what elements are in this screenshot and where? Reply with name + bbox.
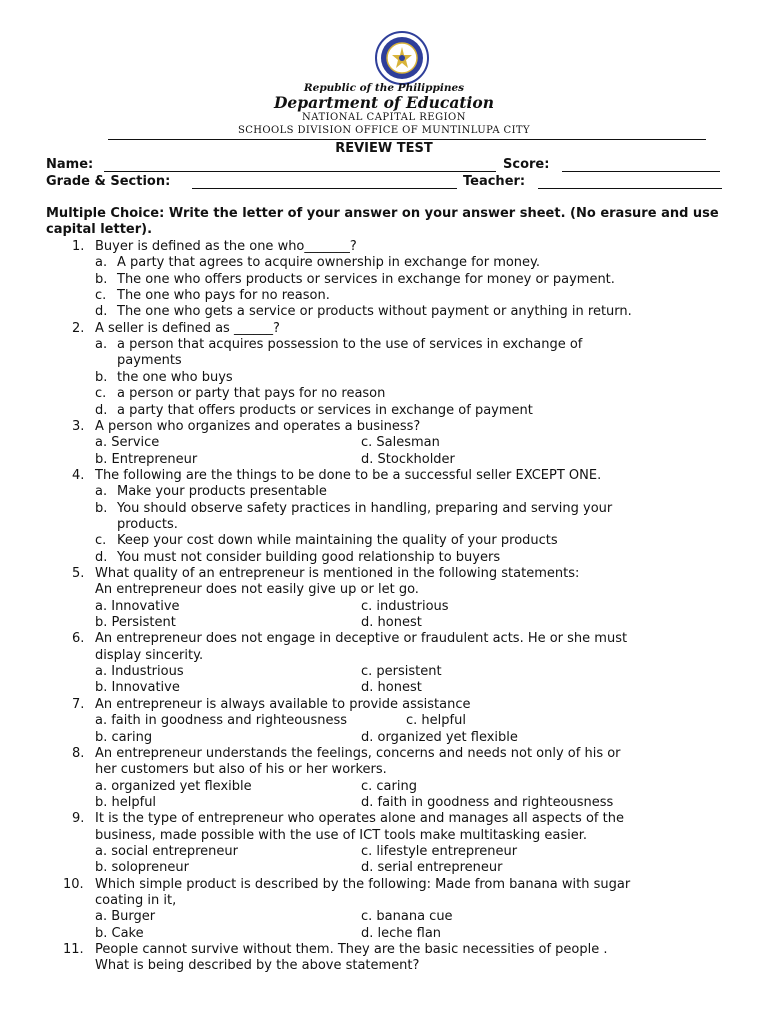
question-8-number: 8. [72, 745, 85, 761]
question-4-option-text: products. [117, 516, 178, 532]
question-10-choice: b. Cake [95, 925, 144, 941]
question-10-number: 10. [63, 876, 84, 892]
question-2-option-letter: b. [95, 369, 108, 385]
question-4-option-letter: b. [95, 500, 108, 516]
name-field[interactable] [104, 171, 496, 172]
question-2-option-letter: a. [95, 337, 108, 353]
question-5-text: What quality of an entrepreneur is mentioned in the following statements: [95, 566, 580, 581]
grade-section-label: Grade & Section: [46, 174, 171, 189]
question-9-choice: b. solopreneur [95, 860, 189, 876]
question-4-option-text: Keep your cost down while maintaining the quality of your products [117, 533, 558, 549]
question-4-number: 4. [72, 467, 85, 483]
question-2-option-letter: c. [95, 386, 107, 402]
instructions: Multiple Choice: Write the letter of your answer on your answer sheet. (No erasure and use capital letter). [46, 206, 719, 238]
header-divider [108, 139, 706, 140]
question-11-text: What is being described by the above statement? [95, 958, 420, 974]
question-11-text: People cannot survive without them. They are the basic necessities of people . [95, 942, 608, 958]
question-1-option-text: A party that agrees to acquire ownership in exchange for money. [117, 255, 541, 271]
grade-teacher-row [0, 174, 768, 192]
question-9-choice: a. social entrepreneur [95, 843, 238, 859]
question-2-option-text: a person that acquires possession to the use of services in exchange of [117, 337, 583, 353]
question-1-option-text: The one who gets a service or products without payment or anything in return. [117, 304, 632, 320]
question-4-option-text: You should observe safety practices in handling, preparing and serving your [117, 500, 613, 516]
question-5-choice: d. honest [361, 615, 422, 631]
question-4-text: The following are the things to be done to be a successful seller EXCEPT ONE. [95, 467, 602, 483]
test-title: REVIEW TEST [335, 141, 433, 156]
question-4-option-text: Make your products presentable [117, 484, 327, 500]
question-9-choice: d. serial entrepreneur [361, 860, 503, 876]
question-7-choice: a. faith in goodness and righteousness [95, 713, 348, 729]
question-8-choice: d. faith in goodness and righteousness [361, 794, 614, 810]
question-6-text: An entrepreneur does not engage in deceptive or fraudulent acts. He or she must [95, 631, 628, 647]
question-9-text: business, made possible with the use of ICT tools make multitasking easier. [95, 827, 588, 843]
question-10-text: coating in it, [95, 893, 177, 908]
score-field[interactable] [562, 171, 720, 172]
question-2-option-text: a person or party that pays for no reason [117, 386, 386, 402]
question-4-option-letter: c. [95, 533, 107, 549]
region-heading: NATIONAL CAPITAL REGION [302, 112, 466, 123]
question-10-text: Which simple product is described by the following: Made from banana with sugar [95, 876, 631, 892]
question-4-option-text: You must not consider building good relationship to buyers [117, 549, 501, 565]
question-7-choice: d. organized yet flexible [361, 729, 518, 745]
question-5-choice: c. industrious [361, 598, 449, 614]
question-2-text: A seller is defined as ______? [95, 320, 280, 336]
question-9-number: 9. [72, 811, 85, 827]
republic-heading: Republic of the Philippines [303, 82, 465, 94]
question-1-option-letter: c. [95, 288, 107, 304]
question-5-number: 5. [72, 566, 85, 581]
question-6-number: 6. [72, 631, 85, 647]
question-6-choice: a. Industrious [95, 664, 184, 680]
question-10-choice: c. banana cue [361, 909, 453, 925]
question-1-option-letter: a. [95, 255, 108, 271]
question-2-option-text: payments [117, 353, 182, 369]
department-heading: Department of Education [273, 93, 495, 112]
question-1-option-text: The one who offers products or services in exchange for money or payment. [117, 271, 615, 287]
deped-seal-logo [366, 30, 438, 86]
name-label: Name: [46, 157, 94, 172]
question-4-option-letter: d. [95, 549, 108, 565]
question-8-choice: b. helpful [95, 794, 157, 810]
question-7-choice: b. caring [95, 729, 153, 745]
question-1-option-text: The one who pays for no reason. [117, 288, 330, 304]
question-2-option-text: the one who buys [117, 369, 233, 385]
question-2-option-text: a party that offers products or services in exchange of payment [117, 402, 533, 418]
question-5-choice: a. Innovative [95, 598, 180, 614]
question-3-choice: b. Entrepreneur [95, 451, 198, 467]
question-1-text: Buyer is defined as the one who_______? [95, 239, 357, 254]
question-10-choice: a. Burger [95, 909, 156, 925]
question-7-choice: c. helpful [406, 713, 466, 729]
grade-section-field[interactable] [192, 188, 457, 189]
question-6-choice: c. persistent [361, 664, 442, 680]
question-9-choice: c. lifestyle entrepreneur [361, 843, 518, 859]
question-6-choice: b. Innovative [95, 680, 180, 696]
question-2-number: 2. [72, 320, 85, 336]
question-8-choice: a. organized yet flexible [95, 778, 252, 794]
question-8-choice: c. caring [361, 778, 417, 794]
question-1-option-letter: d. [95, 304, 108, 320]
question-4-option-letter: a. [95, 484, 108, 500]
question-7-number: 7. [72, 696, 85, 712]
question-10-choice: d. leche flan [361, 925, 442, 941]
question-2-option-letter: d. [95, 402, 108, 418]
question-7-text: An entrepreneur is always available to provide assistance [95, 696, 471, 712]
teacher-label: Teacher: [463, 174, 526, 189]
question-1-option-letter: b. [95, 271, 108, 287]
question-6-text: display sincerity. [95, 647, 204, 663]
name-score-row [0, 157, 768, 175]
question-8-text: her customers but also of his or her workers. [95, 762, 387, 778]
question-3-choice: d. Stockholder [361, 451, 455, 467]
score-label: Score: [503, 157, 550, 172]
division-heading: SCHOOLS DIVISION OFFICE OF MUNTINLUPA CITY [237, 125, 531, 136]
question-5-choice: b. Persistent [95, 615, 176, 631]
question-5-text: An entrepreneur does not easily give up or let go. [95, 582, 419, 598]
question-6-choice: d. honest [361, 680, 422, 696]
question-3-number: 3. [72, 418, 85, 434]
question-11-number: 11. [63, 942, 84, 958]
teacher-field[interactable] [538, 188, 722, 189]
question-3-choice: a. Service [95, 435, 160, 451]
question-8-text: An entrepreneur understands the feelings, concerns and needs not only of his or [95, 745, 621, 761]
question-9-text: It is the type of entrepreneur who operates alone and manages all aspects of the [95, 811, 624, 827]
question-1-number: 1. [72, 239, 85, 254]
question-3-text: A person who organizes and operates a business? [95, 418, 421, 434]
question-3-choice: c. Salesman [361, 435, 440, 451]
